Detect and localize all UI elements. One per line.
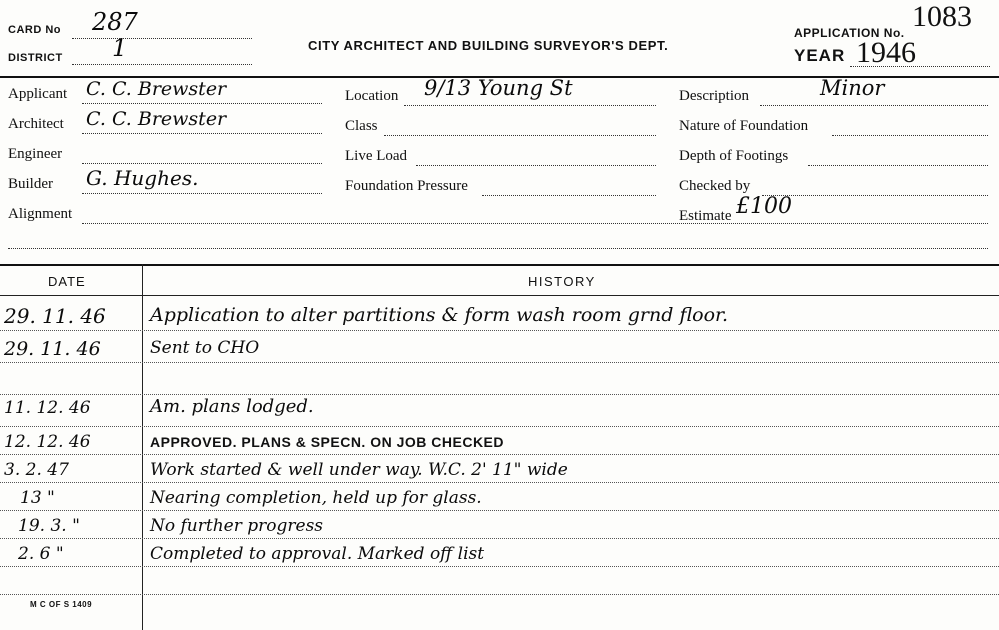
history-row-text: Completed to approval. Marked off list — [150, 544, 485, 564]
blank-line — [8, 248, 988, 249]
history-row-text: Application to alter partitions & form wash room grnd floor. — [150, 304, 729, 326]
location-value: 9/13 Young St — [424, 76, 573, 100]
form-code: M C OF S 1409 — [30, 600, 93, 609]
history-row-text: Work started & well under way. W.C. 2' 11" wide — [150, 460, 568, 480]
card-no-label: CARD No — [8, 24, 61, 36]
district-value: 1 — [112, 34, 128, 62]
history-row-text: No further progress — [150, 516, 324, 536]
alignment-label: Alignment — [8, 206, 73, 222]
location-line — [404, 105, 656, 106]
history-row-text: Nearing completion, held up for glass. — [150, 488, 482, 508]
engineer-label: Engineer — [8, 146, 63, 162]
nature-of-foundation-label: Nature of Foundation — [679, 118, 809, 134]
history-row-date: 11. 12. 46 — [4, 398, 91, 418]
depth-of-footings-line — [808, 165, 988, 166]
builder-label: Builder — [8, 176, 53, 192]
row-rule — [0, 510, 999, 511]
architect-line — [82, 133, 322, 134]
history-row-date: 2. 6 " — [18, 544, 64, 564]
engineer-line — [82, 163, 322, 164]
architect-value: C. C. Brewster — [86, 108, 227, 130]
row-rule — [0, 594, 999, 595]
history-header: HISTORY — [528, 274, 596, 289]
row-rule — [0, 566, 999, 567]
live-load-line — [416, 165, 656, 166]
foundation-pressure-line — [482, 195, 656, 196]
application-number: 1083 — [912, 0, 972, 33]
history-row-text: Sent to CHO — [150, 338, 260, 358]
description-value: Minor — [820, 76, 885, 100]
builder-line — [82, 193, 322, 194]
history-row-date: 29. 11. 46 — [4, 304, 106, 328]
history-row-text: Am. plans lodged. — [150, 396, 314, 417]
district-line — [72, 64, 252, 65]
location-label: Location — [345, 88, 399, 104]
application-label: APPLICATION No. — [794, 26, 905, 40]
card-no-line — [72, 38, 252, 39]
foundation-pressure-label: Foundation Pressure — [345, 178, 468, 194]
row-rule — [0, 330, 999, 331]
applicant-label: Applicant — [8, 86, 68, 102]
year-value: 1946 — [856, 36, 916, 69]
description-label: Description — [679, 88, 749, 104]
row-rule — [0, 362, 999, 363]
district-label: DISTRICT — [8, 52, 63, 64]
history-header-rule — [0, 295, 999, 296]
architect-label: Architect — [8, 116, 64, 132]
builder-value: G. Hughes. — [86, 166, 199, 190]
history-row-text: APPROVED. PLANS & SPECN. ON JOB CHECKED — [150, 434, 504, 450]
class-label: Class — [345, 118, 378, 134]
class-line — [384, 135, 656, 136]
date-header: DATE — [48, 274, 86, 289]
applicant-line — [82, 103, 322, 104]
applicant-value: C. C. Brewster — [86, 78, 227, 100]
checked-by-label: Checked by — [679, 178, 751, 194]
checked-by-line — [762, 195, 988, 196]
history-row-date: 29. 11. 46 — [4, 338, 101, 360]
nature-of-foundation-line — [832, 135, 988, 136]
row-rule — [0, 482, 999, 483]
year-label: YEAR — [794, 46, 846, 65]
estimate-label: Estimate — [679, 208, 732, 224]
estimate-value: £100 — [736, 194, 792, 219]
description-line — [760, 105, 988, 106]
history-row-date: 12. 12. 46 — [4, 432, 91, 452]
row-rule — [0, 394, 999, 395]
history-row-date: 13 " — [20, 488, 55, 508]
history-row-date: 19. 3. " — [18, 516, 80, 536]
history-top-rule — [0, 264, 999, 266]
history-row-date: 3. 2. 47 — [4, 460, 69, 480]
live-load-label: Live Load — [345, 148, 408, 164]
depth-of-footings-label: Depth of Footings — [679, 148, 789, 164]
row-rule — [0, 426, 999, 427]
department-title: CITY ARCHITECT AND BUILDING SURVEYOR'S DEPT. — [308, 38, 669, 53]
row-rule — [0, 454, 999, 455]
card-no-value: 287 — [92, 8, 138, 36]
alignment-line — [82, 223, 988, 224]
row-rule — [0, 538, 999, 539]
